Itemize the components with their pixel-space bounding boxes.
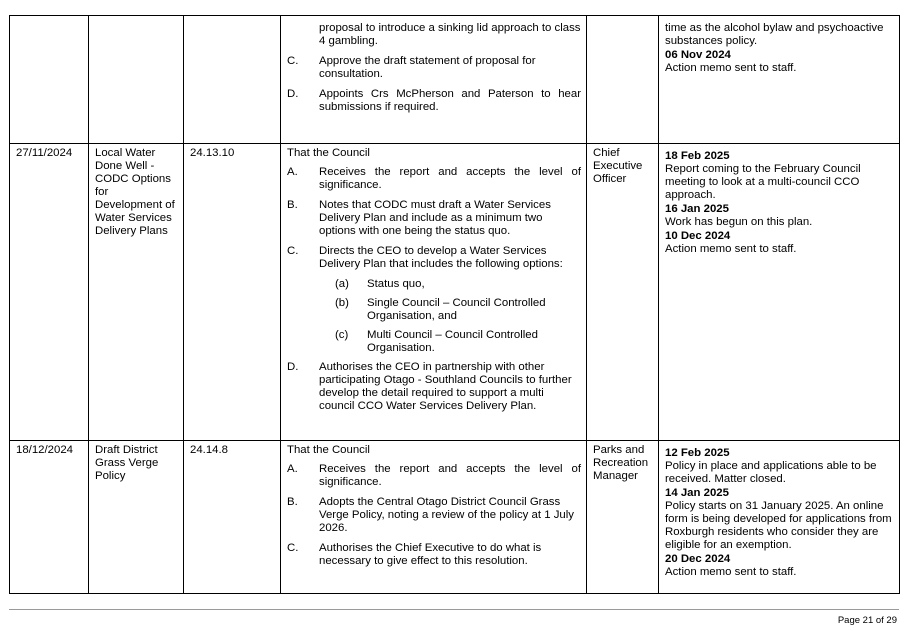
resolution-item bbox=[287, 361, 581, 413]
resolution-item bbox=[287, 542, 581, 568]
topic-cell: Draft District Grass Verge Policy bbox=[89, 441, 184, 594]
item-text: proposal to introduce a sinking lid approach to class 4 gambling. bbox=[319, 22, 581, 47]
responsible-cell: Parks and Recreation Manager bbox=[587, 441, 659, 594]
subitem-letter: (a) bbox=[335, 278, 349, 290]
resolution-item bbox=[287, 496, 581, 535]
update-text: Policy in place and applications able to be received. Matter closed. bbox=[665, 460, 877, 485]
updates-cell bbox=[659, 144, 900, 441]
update-date: 16 Jan 2025 bbox=[665, 203, 729, 215]
item-text: Approve the draft statement of proposal for consultation. bbox=[319, 55, 536, 80]
update-text: Policy starts on 31 January 2025. An online form is being developed for applications from Roxburgh residents who consider they are eligible for an exemption. bbox=[665, 500, 892, 551]
resolution-cell bbox=[281, 441, 587, 594]
item-letter: C. bbox=[287, 542, 299, 554]
resolution-item bbox=[287, 245, 581, 271]
updates-cell bbox=[659, 441, 900, 594]
item-text: Adopts the Central Otago District Council Grass Verge Policy, noting a review of the policy at 1 July 2026. bbox=[319, 496, 574, 534]
page-number: Page 21 of 29 bbox=[837, 615, 897, 626]
item-letter: D. bbox=[287, 88, 299, 100]
item-letter bbox=[287, 22, 319, 48]
resolution-subitem bbox=[335, 278, 581, 291]
update-text: Action memo sent to staff. bbox=[665, 566, 797, 578]
actions-table bbox=[9, 15, 900, 594]
resolution-intro: That the Council bbox=[287, 444, 370, 456]
resolution-item bbox=[287, 55, 581, 81]
resolution-item bbox=[287, 199, 581, 238]
item-letter: C. bbox=[287, 55, 299, 67]
table-row bbox=[10, 16, 900, 144]
item-text: Receives the report and accepts the level of significance. bbox=[319, 463, 581, 488]
item-text: Notes that CODC must draft a Water Services Delivery Plan and include as a minimum two options with one being the status quo. bbox=[319, 199, 551, 237]
table-row bbox=[10, 441, 900, 594]
meeting-date-cell: 27/11/2024 bbox=[10, 144, 89, 441]
resolution-ref-cell: 24.13.10 bbox=[184, 144, 281, 441]
resolution-item bbox=[287, 166, 581, 192]
table-row bbox=[10, 144, 900, 441]
item-letter: A. bbox=[287, 463, 298, 475]
subitem-letter: (b) bbox=[335, 297, 349, 309]
update-text: Action memo sent to staff. bbox=[665, 243, 797, 255]
resolution-item bbox=[287, 22, 581, 48]
meeting-date-cell bbox=[10, 16, 89, 144]
resolution-item bbox=[287, 463, 581, 489]
resolution-subitem bbox=[335, 297, 581, 323]
updates-cell bbox=[659, 16, 900, 144]
resolution-cell bbox=[281, 16, 587, 144]
subitem-text: Single Council – Council Controlled Organisation, and bbox=[367, 297, 546, 322]
resolution-item bbox=[287, 88, 581, 114]
resolution-ref-cell bbox=[184, 16, 281, 144]
item-text: Appoints Crs McPherson and Paterson to hear submissions if required. bbox=[319, 88, 581, 113]
subitem-text: Multi Council – Council Controlled Organisation. bbox=[367, 329, 538, 354]
meeting-date-cell: 18/12/2024 bbox=[10, 441, 89, 594]
item-letter: B. bbox=[287, 496, 298, 508]
update-text: time as the alcohol bylaw and psychoactive substances policy. bbox=[665, 22, 884, 47]
topic-cell: Local Water Done Well - CODC Options for Development of Water Services Delivery Plans bbox=[89, 144, 184, 441]
item-letter: D. bbox=[287, 361, 299, 373]
subitem-letter: (c) bbox=[335, 329, 349, 341]
update-date: 14 Jan 2025 bbox=[665, 487, 729, 499]
update-date: 12 Feb 2025 bbox=[665, 447, 730, 459]
update-date: 20 Dec 2024 bbox=[665, 553, 731, 565]
update-date: 10 Dec 2024 bbox=[665, 230, 731, 242]
item-text: Directs the CEO to develop a Water Services Delivery Plan that includes the following options: bbox=[319, 245, 563, 270]
item-text: Authorises the CEO in partnership with other participating Otago - Southland Councils to further develop the detail required to support a multi council CCO Water Services Delivery Plan. bbox=[319, 361, 572, 412]
item-text: Receives the report and accepts the level of significance. bbox=[319, 166, 581, 191]
resolution-cell bbox=[281, 144, 587, 441]
item-text: Authorises the Chief Executive to do what is necessary to give effect to this resolution. bbox=[319, 542, 542, 567]
topic-cell bbox=[89, 16, 184, 144]
update-text: Action memo sent to staff. bbox=[665, 62, 797, 74]
update-text: Work has begun on this plan. bbox=[665, 216, 813, 228]
update-text: Report coming to the February Council meeting to look at a multi-council CCO approach. bbox=[665, 163, 861, 201]
subitem-text: Status quo, bbox=[367, 278, 425, 290]
footer-divider bbox=[9, 609, 899, 610]
resolution-ref-cell: 24.14.8 bbox=[184, 441, 281, 594]
resolution-subitem bbox=[335, 329, 581, 355]
responsible-cell bbox=[587, 16, 659, 144]
update-date: 06 Nov 2024 bbox=[665, 49, 731, 61]
update-date: 18 Feb 2025 bbox=[665, 150, 730, 162]
responsible-cell: Chief Executive Officer bbox=[587, 144, 659, 441]
item-letter: C. bbox=[287, 245, 299, 257]
resolution-intro: That the Council bbox=[287, 147, 370, 159]
item-letter: A. bbox=[287, 166, 298, 178]
item-letter: B. bbox=[287, 199, 298, 211]
